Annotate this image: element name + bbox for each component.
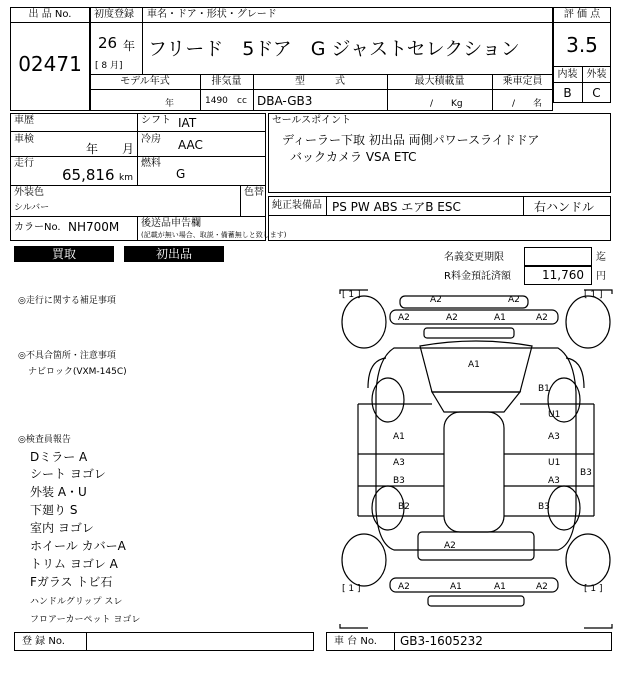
- exterior-label: 外装: [586, 69, 607, 80]
- inspector-item: 外装 A・U: [30, 485, 87, 499]
- displacement-label: 排気量: [211, 76, 242, 87]
- damage-code: B1: [538, 384, 550, 394]
- score-value: 3.5: [566, 33, 598, 57]
- damage-code: A2: [398, 582, 410, 592]
- ac-label: 冷房: [141, 134, 161, 145]
- type-value: DBA-GB3: [257, 94, 313, 108]
- buy-badge: 買取: [14, 246, 114, 262]
- chassis-number-label: 車 台 No.: [334, 636, 377, 647]
- registration-month: [ 8 月]: [95, 61, 123, 71]
- interior-label: 内装: [557, 69, 578, 80]
- exterior-color-label: 外装色: [14, 187, 44, 198]
- mileage-unit: km: [119, 173, 133, 183]
- diagram-corner-label: [ 1 ]: [584, 290, 603, 300]
- inspector-item: フロアーカーペット ヨゴレ: [30, 615, 141, 625]
- damage-code: A1: [450, 582, 462, 592]
- registration-number-label: 登 録 No.: [22, 636, 65, 647]
- history-label: 車歴: [14, 115, 34, 126]
- mileage-label: 走行: [14, 158, 34, 169]
- lot-number-label: 出 品 No.: [28, 9, 72, 20]
- damage-code: U1: [548, 458, 561, 468]
- recycle-fee-unit: 円: [596, 271, 606, 282]
- damage-code: A3: [548, 476, 560, 486]
- sales-point-label: セールスポイント: [272, 115, 352, 126]
- score-label: 評 価 点: [563, 9, 601, 20]
- diagram-corner-label: [ 1 ]: [342, 584, 361, 594]
- model-year-unit: 年: [165, 99, 175, 109]
- registration-year-unit: 年: [123, 39, 136, 53]
- mileage-value: 65,816: [62, 166, 115, 184]
- defects-title: ◎不具合箇所・注意事項: [18, 351, 116, 361]
- inspector-item: Dミラー A: [30, 450, 88, 464]
- inspector-item: トリム ヨゴレ A: [30, 557, 118, 571]
- chassis-number-value: GB3-1605232: [400, 634, 483, 648]
- registration-year: 26: [98, 34, 118, 52]
- damage-code: A2: [536, 582, 548, 592]
- inspector-item: ホイール カバーA: [30, 539, 126, 553]
- sales-point-line2: バックカメラ VSA ETC: [290, 150, 417, 164]
- displacement-unit: cc: [237, 96, 247, 106]
- lot-number: 02471: [18, 52, 82, 76]
- damage-code: B3: [538, 502, 550, 512]
- inspector-report-title: ◎検査員報告: [18, 435, 71, 445]
- damage-code: A3: [548, 432, 560, 442]
- documents-note: (記載が無い場合、取説・備蓄無しと致します): [141, 231, 287, 239]
- damage-code: U1: [548, 410, 561, 420]
- name-change-box: [524, 247, 592, 266]
- inspection-value: 年 月: [86, 142, 135, 156]
- inspector-item: 下廻り S: [30, 503, 78, 517]
- fuel-value: G: [176, 167, 186, 181]
- inspection-label: 車検: [14, 134, 34, 145]
- equipment-value: PS PW ABS エアB ESC: [332, 200, 461, 214]
- defects-item: ナビロック(VXM-145C): [28, 367, 127, 377]
- damage-code: A2: [444, 541, 456, 551]
- capacity-value: / 名: [512, 99, 543, 109]
- exterior-color-value: シルバー: [14, 203, 50, 213]
- steering-value: 右ハンドル: [534, 200, 595, 214]
- name-change-unit: 迄: [596, 252, 606, 263]
- fuel-label: 燃料: [141, 158, 161, 169]
- max-load-label: 最大積載量: [414, 76, 465, 87]
- diagram-corner-label: [ 1 ]: [584, 584, 603, 594]
- first-listing-badge: 初出品: [124, 246, 224, 262]
- damage-code: A2: [508, 295, 520, 305]
- damage-code: B3: [393, 476, 405, 486]
- shift-label: シフト: [141, 115, 171, 126]
- damage-code: A1: [494, 313, 506, 323]
- interior-grade: B: [563, 86, 572, 100]
- color-no-label: カラーNo.: [14, 222, 61, 233]
- damage-code: A1: [468, 360, 480, 370]
- type-label: 型 式: [295, 76, 345, 87]
- damage-code: A2: [536, 313, 548, 323]
- car-damage-diagram: [338, 288, 614, 630]
- damage-code: B3: [580, 468, 592, 478]
- inspector-item: ハンドルグリップ スレ: [30, 597, 123, 607]
- repaint-label: 色替: [244, 187, 264, 198]
- documents-label: 後送品申告欄: [141, 218, 201, 229]
- damage-code: A2: [398, 313, 410, 323]
- driving-notes-title: ◎走行に関する補足事項: [18, 296, 116, 306]
- damage-code: A3: [393, 458, 405, 468]
- first-registration-label: 初度登録: [94, 9, 134, 20]
- damage-code: A2: [430, 295, 442, 305]
- ac-value: AAC: [178, 138, 203, 152]
- damage-code: B2: [398, 502, 410, 512]
- sales-point-line1: ディーラー下取 初出品 両側パワースライドドア: [282, 133, 540, 147]
- diagram-corner-label: [ 1 ]: [342, 290, 361, 300]
- max-load-value: / Kg: [430, 99, 463, 109]
- recycle-fee-label: R料金預託済額: [444, 271, 511, 282]
- model-year-label: モデル年式: [120, 76, 170, 87]
- inspector-item: 室内 ヨゴレ: [30, 521, 94, 535]
- color-no-value: NH700M: [68, 220, 120, 234]
- damage-code: A1: [393, 432, 405, 442]
- inspector-item: シート ヨゴレ: [30, 467, 106, 481]
- damage-code: A1: [494, 582, 506, 592]
- car-name: フリード 5ドア G ジャストセレクション: [148, 38, 520, 60]
- capacity-label: 乗車定員: [502, 76, 543, 87]
- damage-code: A2: [446, 313, 458, 323]
- equipment-label: 純正装備品: [272, 200, 322, 211]
- name-change-label: 名義変更期限: [444, 252, 504, 263]
- shift-value: IAT: [178, 116, 197, 130]
- inspector-item: Fガラス トビ石: [30, 575, 113, 589]
- recycle-fee-value: 11,760: [542, 268, 584, 282]
- displacement-value: 1490: [205, 96, 228, 106]
- exterior-grade: C: [592, 86, 601, 100]
- car-name-label: 車名・ドア・形状・グレード: [147, 9, 277, 20]
